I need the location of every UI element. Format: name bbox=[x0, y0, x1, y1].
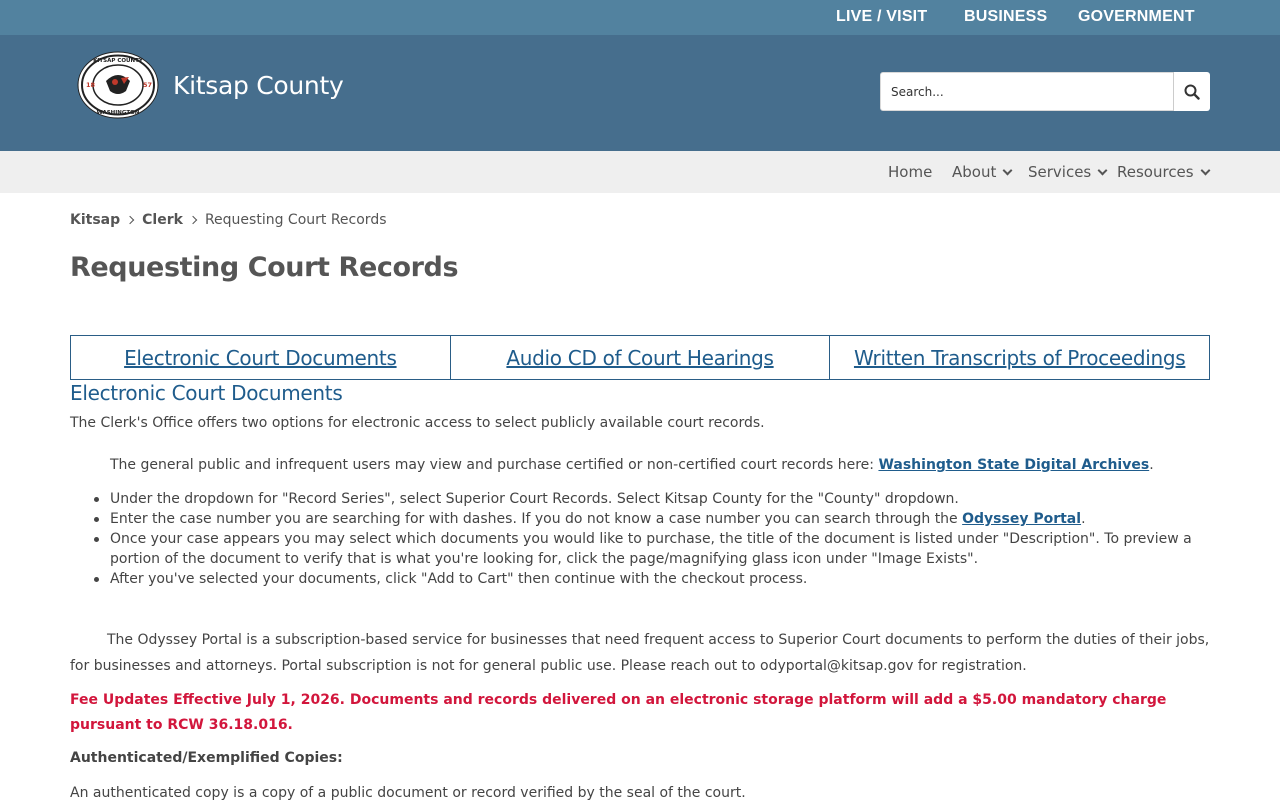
step-text: After you've selected your documents, click "Add to Cart" then continue with the checkout process. bbox=[110, 571, 808, 587]
authenticated-copies-text: An authenticated copy is a copy of a public document or record verified by the seal of the court. bbox=[70, 785, 746, 800]
logo-year-left: 18 bbox=[86, 81, 96, 89]
chevron-down-icon bbox=[1098, 165, 1108, 175]
nav-about-label: About bbox=[952, 163, 997, 181]
section-heading: Electronic Court Documents bbox=[70, 381, 343, 405]
step-text: Once your case appears you may select which documents you would like to purchase, the title of the document is listed under "Description". To preview a portion of the document to verify that is what you're looking for, click the page/magnifying glass icon under "Image Exists". bbox=[110, 531, 1192, 567]
fee-update-notice: Fee Updates Effective July 1, 2026. Documents and records delivered on an electronic storage platform will add a $5.00 mandatory charge pursuant to RCW 36.18.016. bbox=[70, 692, 1167, 733]
breadcrumb-clerk[interactable]: Clerk bbox=[142, 212, 183, 228]
breadcrumb-kitsap[interactable]: Kitsap bbox=[70, 212, 121, 228]
nav-resources-label: Resources bbox=[1117, 163, 1194, 181]
logo-year-right: 57 bbox=[143, 81, 153, 89]
authenticated-copies-heading: Authenticated/Exemplified Copies: bbox=[70, 750, 343, 766]
tab-cell bbox=[71, 336, 451, 379]
breadcrumb bbox=[70, 212, 387, 228]
site-name[interactable]: Kitsap County bbox=[173, 71, 344, 100]
section-links-table bbox=[70, 335, 1210, 380]
nav-live-visit[interactable]: LIVE / VISIT bbox=[836, 8, 928, 25]
intro-text: The Clerk's Office offers two options for electronic access to select publicly available court records. bbox=[70, 415, 765, 431]
main-nav bbox=[0, 151, 1280, 193]
nav-about[interactable] bbox=[952, 163, 1011, 181]
nav-resources[interactable] bbox=[1117, 163, 1209, 181]
step-text: Enter the case number you are searching for with dashes. If you do not know a case number you can search through the bbox=[110, 511, 963, 527]
chevron-right-icon bbox=[189, 216, 197, 224]
nav-government[interactable]: GOVERNMENT bbox=[1078, 8, 1195, 25]
logo-bottom-text: WASHINGTON bbox=[96, 110, 140, 116]
county-seal-logo[interactable] bbox=[77, 51, 159, 119]
digital-archives-link[interactable]: Washington State Digital Archives bbox=[878, 457, 1150, 473]
tab-written-transcripts[interactable]: Written Transcripts of Proceedings bbox=[853, 345, 1186, 370]
odyssey-portal-link[interactable]: Odyssey Portal bbox=[962, 511, 1082, 527]
search-icon bbox=[1184, 84, 1200, 100]
search-input[interactable] bbox=[880, 72, 1174, 111]
step-end: . bbox=[1081, 511, 1086, 527]
list-item bbox=[110, 509, 1205, 529]
nav-home[interactable] bbox=[888, 163, 932, 181]
tab-electronic-court-documents[interactable]: Electronic Court Documents bbox=[124, 345, 397, 370]
public-access-end: . bbox=[1149, 457, 1154, 473]
tab-audio-cd[interactable]: Audio CD of Court Hearings bbox=[506, 345, 774, 370]
list-item bbox=[110, 529, 1205, 569]
public-access-label: The general public and infrequent users may view and purchase certified or non-certified court records here: bbox=[110, 457, 879, 473]
breadcrumb-current: Requesting Court Records bbox=[204, 212, 387, 228]
step-text: Under the dropdown for "Record Series", select Superior Court Records. Select Kitsap County for the "County" dropdown. bbox=[110, 491, 959, 507]
chevron-down-icon bbox=[1003, 165, 1013, 175]
utility-bar bbox=[0, 0, 1280, 35]
nav-services[interactable] bbox=[1028, 163, 1106, 181]
nav-services-label: Services bbox=[1028, 163, 1092, 181]
list-item bbox=[110, 569, 1205, 589]
search-button[interactable] bbox=[1173, 72, 1210, 111]
steps-list bbox=[110, 489, 1205, 589]
page-title: Requesting Court Records bbox=[70, 252, 459, 283]
nav-business[interactable]: BUSINESS bbox=[964, 8, 1048, 25]
chevron-right-icon bbox=[126, 216, 134, 224]
odyssey-portal-description: The Odyssey Portal is a subscription-based service for businesses that need frequent access to Superior Court documents to perform the duties of their jobs, for businesses and attorneys. Portal subscription is not for general public use. Please reach out to odyportal@kitsap.gov for registration. bbox=[70, 632, 1210, 674]
chevron-down-icon bbox=[1200, 165, 1210, 175]
nav-home-label: Home bbox=[888, 163, 933, 181]
list-item bbox=[110, 489, 1205, 509]
tab-cell bbox=[451, 336, 831, 379]
logo-top-text: KITSAP COUNTY bbox=[93, 58, 143, 64]
tab-cell bbox=[830, 336, 1209, 379]
site-header bbox=[0, 35, 1280, 151]
public-access-text bbox=[110, 457, 1154, 473]
